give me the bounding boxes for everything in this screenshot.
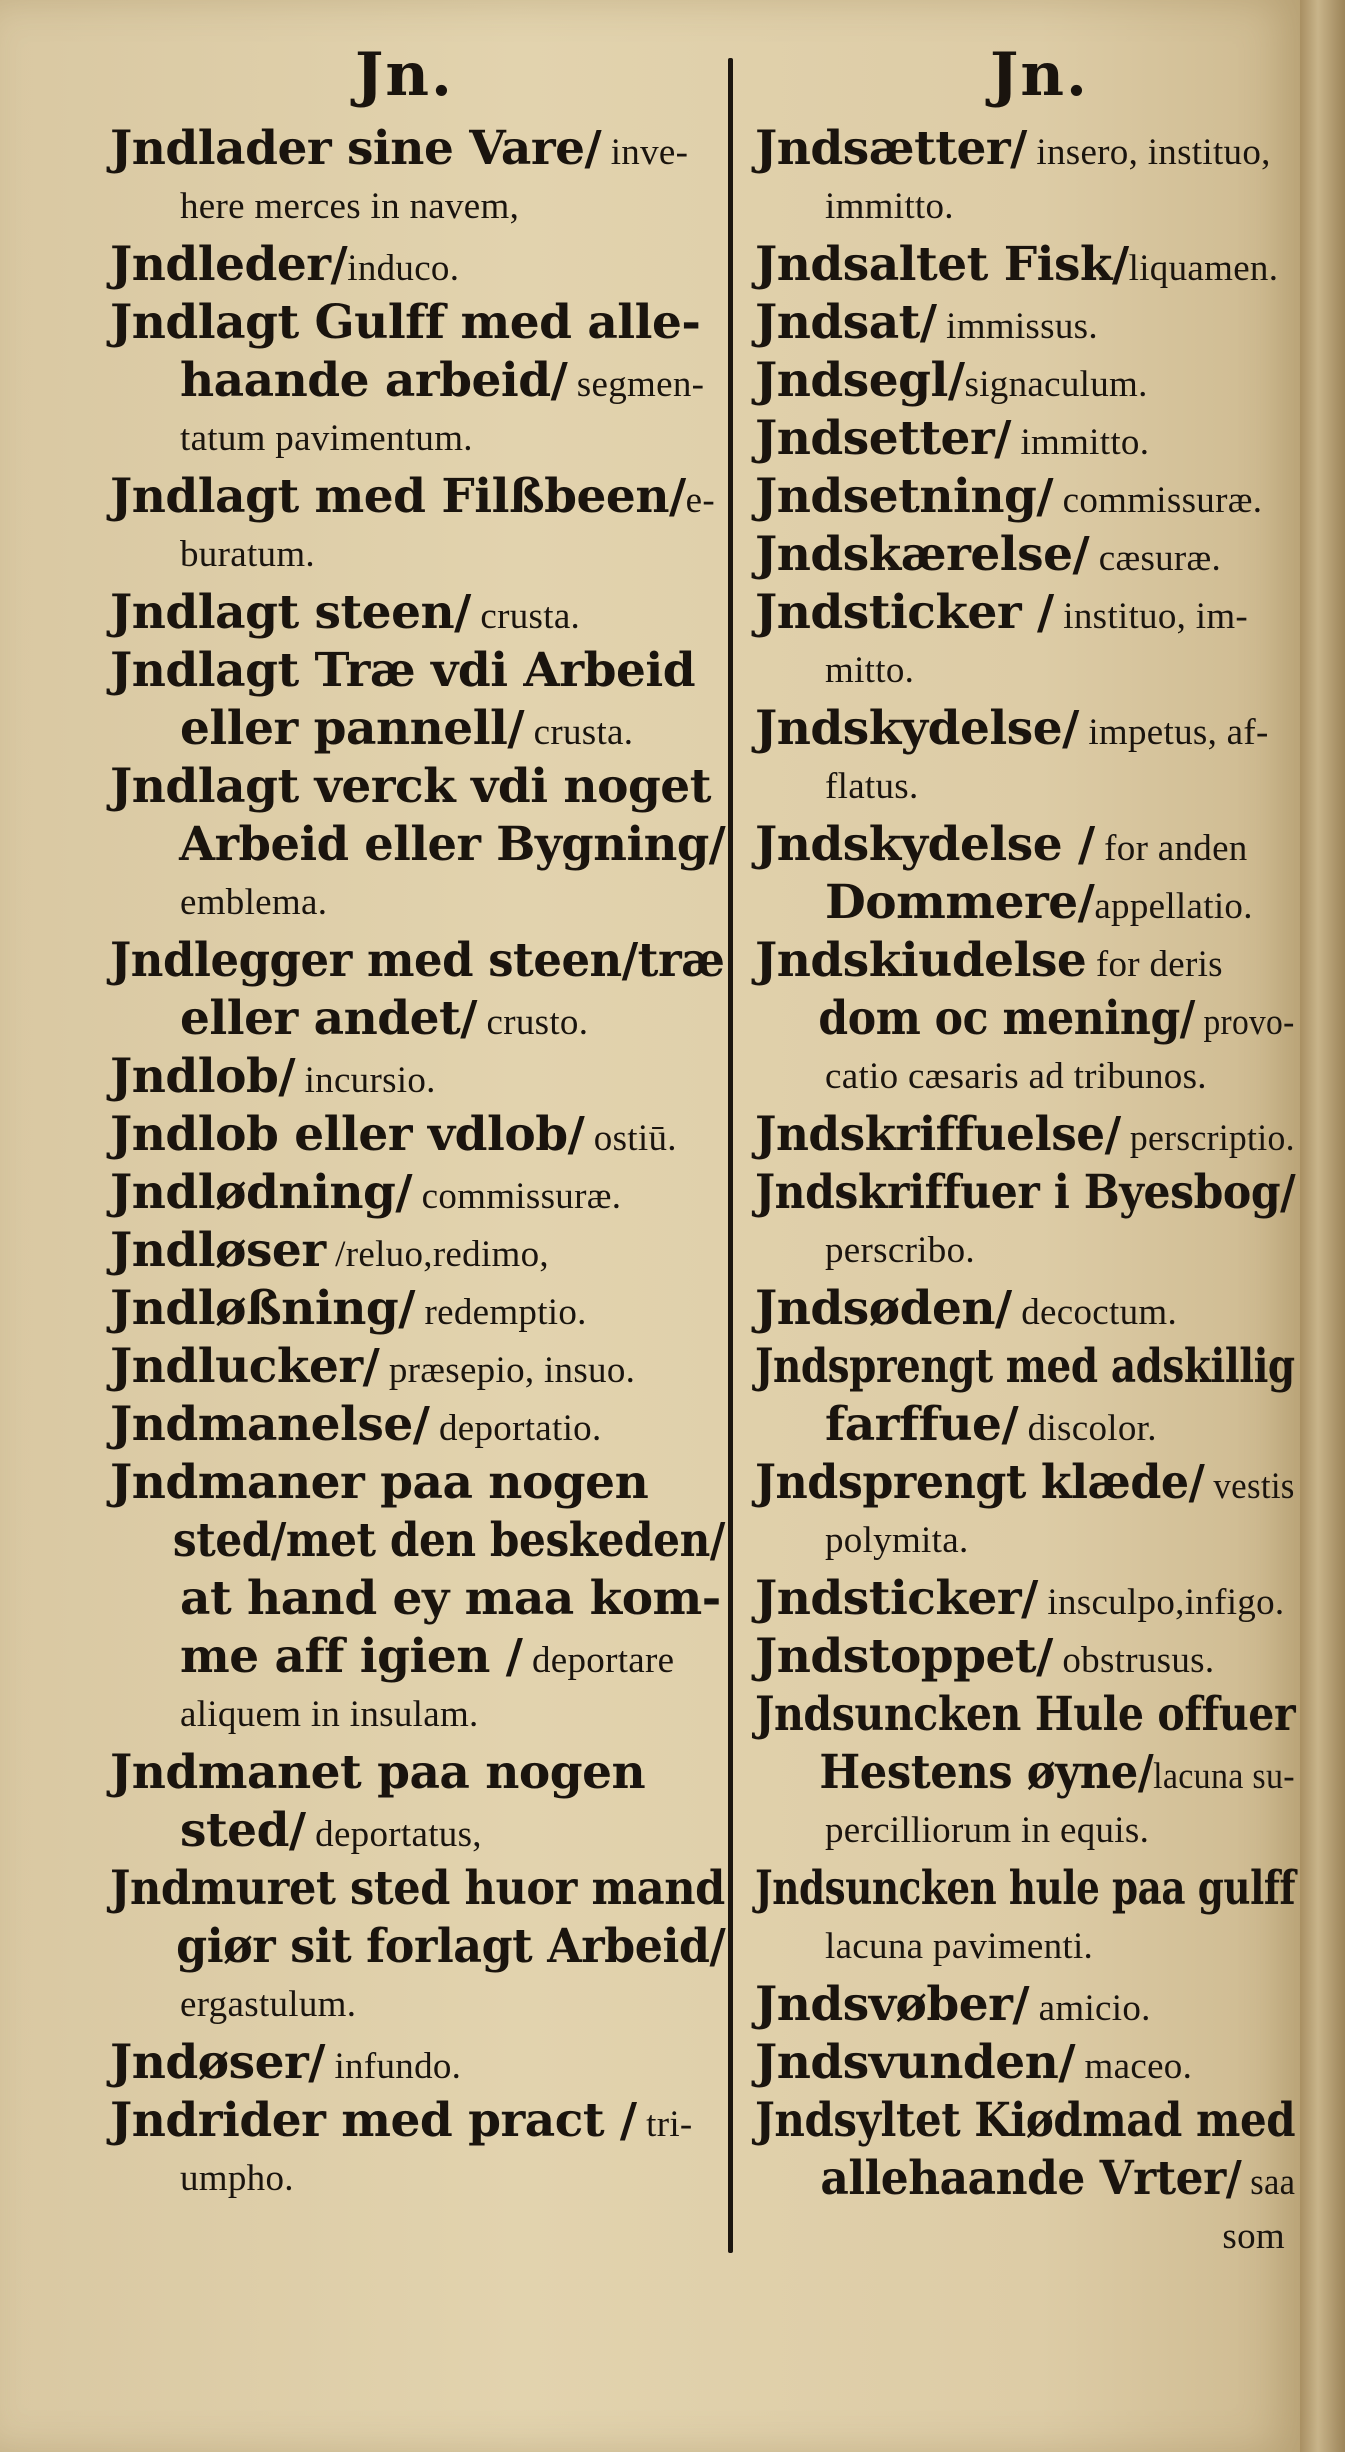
latin-gloss: crusta. [524, 712, 634, 753]
entry-line [110, 1860, 725, 1918]
latin-gloss: redemptio. [414, 1292, 587, 1333]
entry-line [755, 1396, 1295, 1454]
headword: Jndsetning/ [755, 469, 1054, 524]
headword: Jndsuncken Hule offuer [755, 1687, 1296, 1742]
entry-line [110, 642, 725, 700]
entry-line [755, 236, 1295, 294]
headword: Jndlucker/ [110, 1339, 380, 1394]
entry-line [755, 584, 1295, 642]
gloss-line [755, 758, 1295, 816]
latin-gloss: amicio. [1029, 1988, 1151, 2029]
gloss-line [110, 2150, 725, 2208]
headword: Jndløser [110, 1223, 326, 1278]
latin-gloss: insero, instituo, [1026, 132, 1271, 173]
entry-line [755, 874, 1295, 932]
latin-gloss: perscriptio. [1120, 1118, 1295, 1159]
entry-line [755, 294, 1295, 352]
latin-gloss: crusta. [470, 596, 581, 637]
headword: giør sit forlagt Arbeid/ [176, 1919, 726, 1974]
headword: Jndlob eller vdlob/ [110, 1107, 585, 1162]
latin-gloss: lacuna su- [1153, 1756, 1295, 1797]
headword: Jndsætter/ [755, 121, 1027, 176]
headword: Jndlob/ [110, 1049, 296, 1104]
entry-line [110, 1802, 725, 1860]
entry-line [755, 120, 1295, 178]
headword: Jndskydelse / [755, 817, 1095, 872]
latin-gloss: immissus. [936, 306, 1098, 347]
latin-gloss: insculpo,infigo. [1037, 1582, 1285, 1623]
gloss-line [110, 874, 725, 932]
entry-line [110, 700, 725, 758]
latin-gloss: tatum pavimentum. [180, 418, 473, 459]
left-column [110, 120, 725, 2208]
latin-gloss: incursio. [295, 1060, 436, 1101]
headword: Jndsprengt klæde/ [755, 1455, 1205, 1510]
latin-gloss: for anden [1094, 828, 1248, 869]
headword: Jndmanet paa nogen [110, 1745, 646, 1800]
latin-gloss: here merces in navem, [180, 186, 520, 227]
latin-gloss: maceo. [1075, 2046, 1193, 2087]
latin-gloss: ostiū. [584, 1118, 677, 1159]
headword: Jndstoppet/ [755, 1629, 1053, 1684]
headword: Dommere/ [825, 875, 1095, 930]
entry-line [755, 468, 1295, 526]
headword: Jndmanelse/ [110, 1397, 430, 1452]
headword: Jndsegl/ [755, 353, 965, 408]
headword: me aff igien / [180, 1629, 523, 1684]
right-column-header: Jn. [990, 40, 1089, 110]
entry-line [755, 2034, 1295, 2092]
gloss-line [110, 526, 725, 584]
headword: Jndlagt Træ vdi Arbeid [110, 643, 696, 698]
entry-line [755, 1164, 1296, 1222]
left-column-header: Jn. [355, 40, 454, 110]
latin-gloss: discolor. [1018, 1408, 1157, 1449]
headword: Jndmaner paa nogen [110, 1455, 649, 1510]
headword: Jndmuret sted huor mand [110, 1861, 725, 1916]
entry-line [110, 816, 726, 874]
latin-gloss: ergastulum. [180, 1984, 357, 2025]
headword: Jndlagt med Filßbeen/ [110, 469, 686, 524]
headword: at hand ey maa kom- [180, 1571, 721, 1626]
entry-line [110, 120, 725, 178]
gloss-line [755, 1222, 1295, 1280]
latin-gloss: immitto. [825, 186, 954, 227]
right-column [755, 120, 1295, 2266]
entry-line [110, 584, 725, 642]
entry-line [110, 1918, 726, 1976]
column-divider [728, 58, 733, 2253]
entry-line [755, 932, 1295, 990]
entry-line [755, 1570, 1295, 1628]
latin-gloss: /reluo,redimo, [325, 1234, 549, 1275]
entry-line [755, 700, 1295, 758]
latin-gloss: saa [1241, 2162, 1296, 2203]
headword: eller andet/ [180, 991, 477, 1046]
gloss-line [755, 2208, 1295, 2266]
entry-line [110, 1338, 725, 1396]
headword: Jndskriffuer i Byesbog/ [755, 1165, 1296, 1220]
headword: Jndsticker / [755, 585, 1054, 640]
latin-gloss: crusto. [476, 1002, 589, 1043]
gloss-line [110, 410, 725, 468]
entry-line [755, 352, 1295, 410]
entry-line [110, 2034, 725, 2092]
gloss-line [755, 1048, 1295, 1106]
headword: Hestens øyne/ [819, 1745, 1154, 1800]
latin-gloss: signaculum. [964, 364, 1148, 405]
gloss-line [110, 178, 725, 236]
entry-line [110, 1164, 725, 1222]
headword: Jndlagt steen/ [110, 585, 471, 640]
latin-gloss: percilliorum in equis. [825, 1810, 1150, 1851]
headword: Jndlagt Gulff med alle- [110, 295, 701, 350]
headword: Jndsøden/ [755, 1281, 1012, 1336]
gloss-line [755, 1512, 1295, 1570]
latin-gloss: immitto. [1010, 422, 1150, 463]
latin-gloss: flatus. [825, 766, 919, 807]
entry-line [110, 294, 725, 352]
headword: Jndsticker/ [755, 1571, 1038, 1626]
headword: Jndsetter/ [755, 411, 1011, 466]
headword: Jndsvunden/ [755, 2035, 1075, 2090]
latin-gloss: infundo. [324, 2046, 462, 2087]
entry-line [755, 1744, 1295, 1802]
latin-gloss: deportatio. [429, 1408, 602, 1449]
gloss-line [755, 1918, 1295, 1976]
latin-gloss: som [1222, 2216, 1285, 2257]
entry-line [110, 352, 725, 410]
headword: Jndsyltet Kiødmad med [755, 2093, 1296, 2148]
gloss-line [110, 1976, 725, 2034]
headword: sted/ [180, 1803, 306, 1858]
gloss-line [755, 178, 1295, 236]
headword: Jndløßning/ [110, 1281, 415, 1336]
entry-line [755, 2150, 1296, 2208]
headword: Jndskærelse/ [755, 527, 1090, 582]
latin-gloss: mitto. [825, 650, 915, 691]
headword: allehaande Vrter/ [820, 2151, 1242, 2206]
latin-gloss: perscribo. [825, 1230, 975, 1271]
entry-line [110, 1744, 725, 1802]
latin-gloss: umpho. [180, 2158, 294, 2199]
gloss-line [755, 642, 1295, 700]
entry-line [755, 1976, 1295, 2034]
headword: Arbeid eller Bygning/ [179, 817, 726, 872]
entry-line [755, 2092, 1296, 2150]
headword: haande arbeid/ [180, 353, 568, 408]
book-gutter [1300, 0, 1345, 2452]
latin-gloss: provo- [1194, 1002, 1295, 1043]
entry-line [755, 1454, 1295, 1512]
latin-gloss: emblema. [180, 882, 328, 923]
latin-gloss: tri- [636, 2104, 693, 2145]
entry-line [755, 1860, 1296, 1918]
latin-gloss: induco. [347, 248, 460, 289]
gloss-line [110, 1686, 725, 1744]
latin-gloss: appellatio. [1094, 886, 1253, 927]
headword: Jndsuncken hule paa gulff [755, 1861, 1296, 1916]
headword: Jndskiudelse [755, 933, 1087, 988]
latin-gloss: buratum. [180, 534, 315, 575]
entry-line [755, 1686, 1296, 1744]
latin-gloss: præsepio, insuo. [379, 1350, 636, 1391]
entry-line [755, 410, 1295, 468]
latin-gloss: vestis [1204, 1466, 1295, 1507]
latin-gloss: obstrusus. [1052, 1640, 1215, 1681]
latin-gloss: cæsuræ. [1089, 538, 1222, 579]
headword: dom oc mening/ [818, 991, 1195, 1046]
entry-line [110, 1454, 725, 1512]
headword: Jndlagt verck vdi noget [110, 759, 711, 814]
headword: Jndlader sine Vare/ [110, 121, 602, 176]
latin-gloss: commissuræ. [412, 1176, 622, 1217]
entry-line [110, 1222, 725, 1280]
entry-line [110, 1280, 725, 1338]
headword: Jndsvøber/ [755, 1977, 1030, 2032]
headword: sted/met den beskeden/ [172, 1513, 725, 1568]
headword: Jndlegger med steen/træ [110, 933, 725, 988]
headword: Jndsprengt med adskillig [755, 1339, 1295, 1394]
headword: Jndrider med pract / [110, 2093, 637, 2148]
latin-gloss: deportatus, [305, 1814, 482, 1855]
gloss-line [755, 1802, 1295, 1860]
entry-line [755, 1628, 1295, 1686]
latin-gloss: for deris [1086, 944, 1223, 985]
entry-line [110, 932, 725, 990]
latin-gloss: commissuræ. [1053, 480, 1263, 521]
latin-gloss: polymita. [825, 1520, 969, 1561]
entry-line [110, 236, 725, 294]
entry-line [110, 1570, 725, 1628]
latin-gloss: liquamen. [1128, 248, 1279, 289]
latin-gloss: aliquem in insulam. [180, 1694, 479, 1735]
entry-line [110, 1628, 725, 1686]
entry-line [110, 758, 725, 816]
headword: Jndskydelse/ [755, 701, 1079, 756]
headword: Jndlødning/ [110, 1165, 413, 1220]
entry-line [110, 1106, 725, 1164]
entry-line [110, 1048, 725, 1106]
entry-line [110, 990, 725, 1048]
entry-line [110, 1396, 725, 1454]
headword: Jndsaltet Fisk/ [755, 237, 1129, 292]
latin-gloss: inve- [601, 132, 689, 173]
entry-line [110, 2092, 725, 2150]
latin-gloss: decoctum. [1011, 1292, 1178, 1333]
entry-line [755, 526, 1295, 584]
latin-gloss: catio cæsaris ad tribunos. [825, 1056, 1207, 1097]
entry-line [755, 816, 1295, 874]
entry-line [755, 1106, 1295, 1164]
latin-gloss: e- [685, 480, 716, 521]
entry-line [755, 1280, 1295, 1338]
latin-gloss: instituo, im- [1053, 596, 1249, 637]
latin-gloss: impetus, af- [1078, 712, 1269, 753]
headword: eller pannell/ [180, 701, 525, 756]
headword: Jndleder/ [110, 237, 348, 292]
headword: Jndøser/ [110, 2035, 325, 2090]
headword: Jndsat/ [755, 295, 937, 350]
latin-gloss: lacuna pavimenti. [825, 1926, 1094, 1967]
entry-line [110, 468, 725, 526]
headword: farffue/ [825, 1397, 1019, 1452]
entry-line [110, 1512, 725, 1570]
entry-line [755, 990, 1295, 1048]
headword: Jndskriffuelse/ [755, 1107, 1121, 1162]
latin-gloss: deportare [522, 1640, 675, 1681]
latin-gloss: segmen- [567, 364, 705, 405]
entry-line [755, 1338, 1295, 1396]
